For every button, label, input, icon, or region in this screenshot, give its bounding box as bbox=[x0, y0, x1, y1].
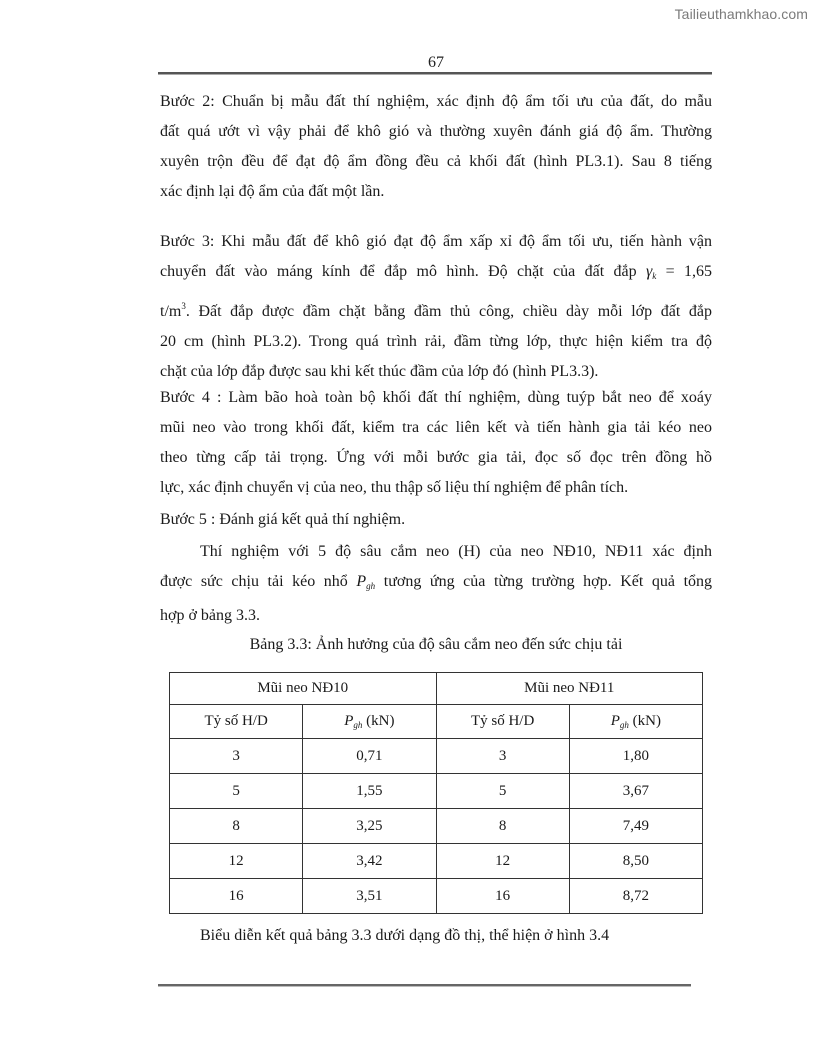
text-line: Bước 4 : Làm bão hoà toàn bộ khối đất thí nghiệm, dùng tuýp bắt neo để xoáy bbox=[160, 389, 712, 406]
table-cell: 3,51 bbox=[303, 879, 436, 914]
table-cell: 1,80 bbox=[569, 739, 702, 774]
table-cell: 16 bbox=[170, 879, 303, 914]
table-row bbox=[170, 739, 703, 774]
text-segment: chuyển đất vào máng kính để đắp mô hình. Độ chặt của đất đắp bbox=[160, 263, 637, 280]
table-cell: 8 bbox=[170, 809, 303, 844]
text-line: Bước 5 : Đánh giá kết quả thí nghiệm. bbox=[160, 511, 406, 528]
table-cell: 5 bbox=[436, 774, 569, 809]
table-row bbox=[170, 844, 703, 879]
text-segment: tương ứng của từng trường hợp. Kết quả tổng bbox=[383, 573, 713, 590]
text-line: đất quá ướt vì vậy phải để khô gió và thường xuyên đánh giá độ ẩm. Thường bbox=[160, 123, 712, 140]
paragraph-step-3 bbox=[160, 227, 712, 387]
page-number: 67 bbox=[428, 54, 444, 71]
unit-superscript: 3 bbox=[181, 301, 186, 311]
group-header-nd10: Mũi neo NĐ10 bbox=[170, 673, 437, 705]
text-line: lực, xác định chuyển vị của neo, thu thập số liệu thí nghiệm để phân tích. bbox=[160, 479, 629, 496]
paragraph-step-2 bbox=[160, 87, 712, 207]
text-line: Thí nghiệm với 5 độ sâu cắm neo (H) của neo NĐ10, NĐ11 xác định bbox=[200, 543, 712, 560]
gamma-symbol: $\gamma_k$ bbox=[645, 263, 657, 281]
column-header-force: $P_{gh}$ (kN) bbox=[569, 705, 702, 739]
density-value: = 1,65 bbox=[665, 263, 713, 280]
table-cell: 3 bbox=[436, 739, 569, 774]
column-header-ratio: Tỷ số H/D bbox=[170, 705, 303, 739]
paragraph-step-5 bbox=[160, 505, 712, 535]
closing-sentence: Biểu diễn kết quả bảng 3.3 dưới dạng đồ thị, thể hiện ở hình 3.4 bbox=[200, 927, 610, 944]
column-header-force: $P_{gh}$ (kN) bbox=[303, 705, 436, 739]
table-cell: 1,55 bbox=[303, 774, 436, 809]
text-line: chặt của lớp đắp được sau khi kết thúc đầm của lớp đó (hình PL3.3). bbox=[160, 363, 599, 380]
table-cell: 8,72 bbox=[569, 879, 702, 914]
group-header-nd11: Mũi neo NĐ11 bbox=[436, 673, 703, 705]
text-line: theo từng cấp tải trọng. Ứng với mỗi bước gia tải, đọc số đọc trên đồng hồ bbox=[160, 449, 712, 466]
table-cell: 0,71 bbox=[303, 739, 436, 774]
text-line: mũi neo vào trong khối đất, kiểm tra các liên kết và tiến hành gia tải kéo neo bbox=[160, 419, 712, 436]
text-line bbox=[160, 567, 712, 601]
column-header-ratio: Tỷ số H/D bbox=[436, 705, 569, 739]
header-rule bbox=[158, 72, 712, 75]
table-group-row bbox=[170, 673, 703, 705]
table-cell: 16 bbox=[436, 879, 569, 914]
text-line: xác định lại độ ẩm của đất một lần. bbox=[160, 183, 385, 200]
text-line: hợp ở bảng 3.3. bbox=[160, 607, 261, 624]
unit: t/m bbox=[160, 303, 182, 320]
table-row bbox=[170, 774, 703, 809]
text-line: Bước 2: Chuẩn bị mẫu đất thí nghiệm, xác định độ ẩm tối ưu của đất, do mẫu bbox=[160, 93, 712, 110]
footer-rule bbox=[158, 984, 691, 987]
text-line bbox=[160, 291, 712, 327]
table-header-row bbox=[170, 705, 703, 739]
text-line bbox=[160, 257, 712, 291]
text-line: 20 cm (hình PL3.2). Trong quá trình rải, đầm từng lớp, thực hiện kiểm tra độ bbox=[160, 333, 712, 350]
text-line: Bước 3: Khi mẫu đất để khô gió đạt độ ẩm xấp xỉ độ ẩm tối ưu, tiến hành vận bbox=[160, 233, 712, 250]
text-line: xuyên trộn đều để đạt độ ẩm đồng đều cả khối đất (hình PL3.1). Sau 8 tiếng bbox=[160, 153, 712, 170]
table-row bbox=[170, 879, 703, 914]
table-cell: 3,25 bbox=[303, 809, 436, 844]
text-segment: . Đất đắp được đầm chặt bằng đầm thủ công, chiều dày mỗi lớp đất đắp bbox=[185, 303, 712, 320]
table-cell: 7,49 bbox=[569, 809, 702, 844]
table-cell: 8 bbox=[436, 809, 569, 844]
table-caption: Bảng 3.3: Ảnh hưởng của độ sâu cắm neo đến sức chịu tải bbox=[249, 636, 623, 653]
table-cell: 12 bbox=[436, 844, 569, 879]
table-cell: 3,42 bbox=[303, 844, 436, 879]
table-cell: 12 bbox=[170, 844, 303, 879]
text-segment: được sức chịu tải kéo nhổ bbox=[160, 573, 348, 590]
table-row bbox=[170, 809, 703, 844]
watermark: Tailieuthamkhao.com bbox=[674, 6, 808, 22]
table-cell: 5 bbox=[170, 774, 303, 809]
table-cell: 3,67 bbox=[569, 774, 702, 809]
results-table bbox=[169, 672, 703, 914]
paragraph-step-4 bbox=[160, 383, 712, 503]
paragraph-experiment bbox=[160, 537, 712, 631]
pgh-symbol: $P_{gh}$ bbox=[356, 573, 376, 591]
table-cell: 3 bbox=[170, 739, 303, 774]
table-cell: 8,50 bbox=[569, 844, 702, 879]
